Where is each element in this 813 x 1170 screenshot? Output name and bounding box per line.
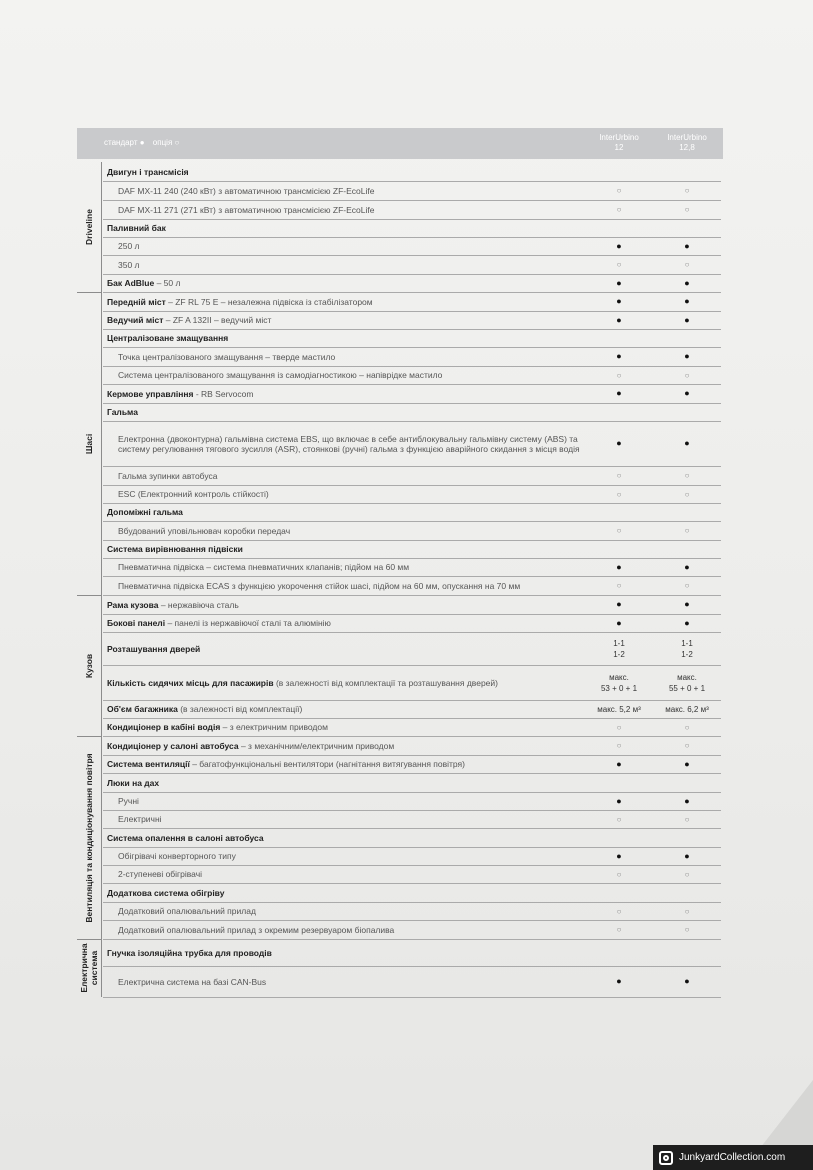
spec-label xyxy=(103,526,290,536)
spec-row xyxy=(103,558,721,577)
group-column xyxy=(77,292,102,595)
spec-label-text: – багатофункціональні вентилятори (нагнітання витягування повітря) xyxy=(189,759,465,769)
option-circle-icon: ○ xyxy=(684,869,690,879)
standard-dot-icon: ● xyxy=(684,850,690,861)
option-circle-icon: ○ xyxy=(684,814,690,824)
spec-label xyxy=(103,297,373,307)
spec-label-text: – панелі із нержавіючої сталі та алюмінію xyxy=(165,618,331,628)
standard-dot-icon: ● xyxy=(616,351,622,361)
spec-row xyxy=(103,466,721,486)
group-divider xyxy=(77,939,101,940)
spec-label-text: Пневматична підвіска ECAS з функцією укорочення стійок шасі, підйом на 60 мм, опускання на 70 мм xyxy=(118,580,521,591)
spec-label xyxy=(103,315,271,325)
standard-dot-icon: ● xyxy=(684,277,690,288)
standard-dot-icon: ● xyxy=(616,795,622,806)
spec-row xyxy=(103,847,721,866)
spec-value: 1-1 1-2 xyxy=(613,638,625,659)
option-circle-icon: ○ xyxy=(616,186,622,195)
spec-label-text: Точка централізованого змащування – тверде мастило xyxy=(118,351,336,362)
spec-label xyxy=(103,644,200,654)
spec-value: 1-1 1-2 xyxy=(681,638,693,659)
section-heading-row xyxy=(103,773,721,793)
option-circle-icon: ○ xyxy=(616,370,622,380)
spec-label xyxy=(103,223,166,233)
spec-label-text: 250 л xyxy=(118,241,140,251)
spec-row xyxy=(103,700,721,719)
standard-dot-icon: ● xyxy=(684,976,690,986)
spec-label xyxy=(103,186,375,196)
spec-value: макс. 53 + 0 + 1 xyxy=(600,672,638,693)
legend xyxy=(104,138,185,147)
standard-dot-icon: ● xyxy=(616,240,622,251)
option-circle-icon: ○ xyxy=(684,205,690,214)
spec-label-bold: Гнучка ізоляційна трубка для проводів xyxy=(107,947,272,958)
standard-dot-icon: ● xyxy=(616,314,622,325)
spec-label xyxy=(103,507,183,517)
group-label: Вентиляція та кондиціонування повітря xyxy=(84,752,94,923)
spec-label-bold: Люки на дах xyxy=(107,777,160,788)
standard-dot-icon: ● xyxy=(616,388,622,398)
standard-dot-icon: ● xyxy=(684,388,690,398)
spec-label xyxy=(103,948,272,958)
spec-label xyxy=(103,260,140,270)
section-heading-row xyxy=(103,219,721,238)
option-circle-icon: ○ xyxy=(684,722,690,732)
spec-label-text: DAF MX-11 240 (240 кВт) з автоматичною трансмісією ZF-EcoLife xyxy=(118,185,375,196)
spec-label-text: – 50 л xyxy=(154,278,181,288)
spec-label-text: Додатковий опалювальний прилад з окремим резервуаром біопалива xyxy=(118,924,395,935)
spec-label-text: Гальма зупинки автобуса xyxy=(118,470,218,481)
standard-dot-icon: ● xyxy=(684,758,690,769)
spec-label xyxy=(103,741,394,751)
spec-row xyxy=(103,595,721,615)
spec-label-bold: Система вирівнювання підвіски xyxy=(107,544,243,554)
spec-label-text: Електронна (двоконтурна) гальмівна система EBS, що включає в себе антиблокувальну гальмівну систему (ABS) та систему регулювання тягового зусилля (ASR), стоянкові (ручні) гальма з функцією аварійного скидання з місця водія xyxy=(118,433,580,454)
standard-dot-icon: ● xyxy=(616,758,622,769)
legend-standard: стандарт ● xyxy=(104,138,145,147)
option-circle-icon: ○ xyxy=(684,186,690,195)
group-column xyxy=(77,939,102,997)
spec-label xyxy=(103,278,180,288)
spec-label-text: Електричні xyxy=(118,814,162,824)
spec-label xyxy=(103,618,331,628)
spec-label-text: – нержавіюча сталь xyxy=(158,599,239,610)
spec-label-bold: Кермове управління xyxy=(107,388,194,399)
spec-value: макс. 6,2 м³ xyxy=(665,704,709,714)
spec-row xyxy=(103,292,721,312)
spec-label xyxy=(103,167,189,177)
spec-label-text: – ZF RL 75 E – незалежна підвіска із стабілізатором xyxy=(165,296,373,307)
spec-label-bold: Кондиціонер в кабіні водія xyxy=(107,722,221,732)
spec-label-bold: Допоміжні гальма xyxy=(107,507,183,517)
spec-label-bold: Гальма xyxy=(107,407,138,417)
spec-label-bold: Кількість сидячих місць для пасажирів xyxy=(107,677,274,688)
spec-label-bold: Двигун і трансмісія xyxy=(107,166,189,177)
group-divider xyxy=(77,292,101,293)
option-circle-icon: ○ xyxy=(616,205,622,214)
option-circle-icon: ○ xyxy=(684,741,690,750)
spec-value: макс. 55 + 0 + 1 xyxy=(668,672,706,693)
spec-row xyxy=(103,755,721,774)
spec-label-text: Електрична система на базі CAN-Bus xyxy=(118,976,267,987)
spec-label-bold: Об'єм багажника xyxy=(107,704,178,714)
spec-label-bold: Бокові панелі xyxy=(107,618,166,628)
spec-label-text: 350 л xyxy=(118,259,140,270)
spec-label xyxy=(103,778,159,788)
legend-option: опція ○ xyxy=(152,138,180,147)
spec-row xyxy=(103,718,721,737)
camera-logo-icon xyxy=(659,1151,673,1165)
option-circle-icon: ○ xyxy=(616,260,622,269)
spec-label xyxy=(103,489,269,499)
spec-label-bold: Паливний бак xyxy=(107,223,166,233)
spec-label-text: Пневматична підвіска – система пневматичних клапанів; підйом на 60 мм xyxy=(118,562,410,572)
standard-dot-icon: ● xyxy=(616,438,622,448)
spec-row xyxy=(103,576,721,596)
section-heading-row xyxy=(103,939,721,967)
option-circle-icon: ○ xyxy=(616,869,622,879)
column-header-1: InterUrbino 12 xyxy=(599,133,639,152)
spec-row xyxy=(103,274,721,293)
table-header xyxy=(77,128,723,159)
option-circle-icon: ○ xyxy=(616,925,622,934)
standard-dot-icon: ● xyxy=(684,617,690,628)
spec-label-bold: Централізоване змащування xyxy=(107,333,229,343)
option-circle-icon: ○ xyxy=(684,526,690,535)
spec-label-bold: Додаткова система обігріву xyxy=(107,887,225,898)
spec-label xyxy=(103,814,162,824)
spec-label xyxy=(103,977,266,987)
option-circle-icon: ○ xyxy=(684,370,690,380)
spec-label xyxy=(103,581,520,591)
spec-label-text: (в залежності від комплектації) xyxy=(177,704,303,714)
spec-label xyxy=(103,389,253,399)
spec-label-bold: Передній міст xyxy=(107,296,166,307)
spec-label-text: Додатковий опалювальний прилад xyxy=(118,906,256,916)
spec-label-bold: Система опалення в салоні автобуса xyxy=(107,832,264,843)
option-circle-icon: ○ xyxy=(684,260,690,269)
spec-label xyxy=(103,407,138,417)
standard-dot-icon: ● xyxy=(616,599,622,609)
group-column xyxy=(77,162,102,292)
option-circle-icon: ○ xyxy=(684,906,690,916)
spec-label-text: DAF MX-11 271 (271 кВт) з автоматичною трансмісією ZF-EcoLife xyxy=(118,204,375,215)
spec-row xyxy=(103,920,721,940)
spec-label xyxy=(103,333,228,343)
spec-label xyxy=(103,833,264,843)
option-circle-icon: ○ xyxy=(616,526,622,535)
option-circle-icon: ○ xyxy=(684,925,690,934)
spec-row xyxy=(103,792,721,811)
spec-label xyxy=(103,205,375,215)
column-header-2: InterUrbino 12,8 xyxy=(667,133,707,152)
group-divider xyxy=(77,736,101,737)
option-circle-icon: ○ xyxy=(616,741,622,750)
spec-label xyxy=(103,851,236,861)
spec-row xyxy=(103,384,721,404)
spec-label-text: - RB Servocom xyxy=(193,388,254,399)
standard-dot-icon: ● xyxy=(684,296,690,306)
option-circle-icon: ○ xyxy=(616,581,622,590)
spec-label-bold: Рама кузова xyxy=(107,599,159,610)
spec-label xyxy=(103,434,588,454)
spec-label xyxy=(103,471,218,481)
option-circle-icon: ○ xyxy=(616,906,622,916)
spec-row xyxy=(103,614,721,633)
spec-label xyxy=(103,925,394,935)
spec-label-bold: Система вентиляції xyxy=(107,759,190,769)
section-heading-row xyxy=(103,403,721,422)
spec-row xyxy=(103,200,721,220)
option-circle-icon: ○ xyxy=(684,581,690,590)
option-circle-icon: ○ xyxy=(616,722,622,732)
standard-dot-icon: ● xyxy=(684,438,690,448)
spec-label-text: 2-ступеневі обігрівачі xyxy=(118,869,203,879)
spec-label xyxy=(103,869,202,879)
section-heading-row xyxy=(103,162,721,182)
spec-label-text: Обігрівачі конверторного типу xyxy=(118,851,236,861)
group-label: Електрична система xyxy=(79,943,99,993)
section-heading-row xyxy=(103,503,721,522)
section-heading-row xyxy=(103,329,721,348)
spec-label-bold: Кондиціонер у салоні автобуса xyxy=(107,740,239,751)
spec-label-text: (в залежності від комплектації та розташування дверей) xyxy=(273,677,498,688)
standard-dot-icon: ● xyxy=(616,850,622,861)
group-column xyxy=(77,595,102,736)
option-circle-icon: ○ xyxy=(684,489,690,499)
section-heading-row xyxy=(103,828,721,848)
spec-row xyxy=(103,902,721,921)
group-label: Шасі xyxy=(84,433,94,454)
spec-row xyxy=(103,311,721,330)
standard-dot-icon: ● xyxy=(616,617,622,628)
group-column xyxy=(77,736,102,939)
standard-dot-icon: ● xyxy=(616,976,622,986)
standard-dot-icon: ● xyxy=(684,561,690,572)
spec-row xyxy=(103,665,721,701)
spec-row xyxy=(103,421,721,467)
spec-row xyxy=(103,966,721,998)
spec-label-bold: Розташування дверей xyxy=(107,643,201,654)
spec-label-text: – ZF A 132II – ведучий міст xyxy=(163,315,272,325)
standard-dot-icon: ● xyxy=(616,561,622,572)
spec-label xyxy=(103,544,243,554)
spec-label-text: ESC (Електронний контроль стійкості) xyxy=(118,489,269,499)
spec-label xyxy=(103,704,302,714)
spec-label xyxy=(103,352,335,362)
option-circle-icon: ○ xyxy=(616,471,622,480)
section-heading-row xyxy=(103,883,721,903)
group-label: Driveline xyxy=(84,209,94,245)
spec-label-text: – з електричним приводом xyxy=(220,722,328,732)
standard-dot-icon: ● xyxy=(684,314,690,325)
standard-dot-icon: ● xyxy=(684,240,690,251)
spec-row xyxy=(103,865,721,884)
standard-dot-icon: ● xyxy=(684,599,690,609)
spec-row xyxy=(103,181,721,201)
spec-label xyxy=(103,600,239,610)
spec-row xyxy=(103,521,721,541)
option-circle-icon: ○ xyxy=(616,489,622,499)
spec-label-bold: Ведучий міст xyxy=(107,315,164,325)
option-circle-icon: ○ xyxy=(684,471,690,480)
spec-label xyxy=(103,678,498,688)
spec-label-bold: Бак AdBlue xyxy=(107,278,155,288)
spec-row xyxy=(103,237,721,256)
standard-dot-icon: ● xyxy=(684,351,690,361)
spec-label xyxy=(103,241,140,251)
spec-value: макс. 5,2 м³ xyxy=(597,704,641,714)
standard-dot-icon: ● xyxy=(684,795,690,806)
spec-row xyxy=(103,810,721,829)
spec-label xyxy=(103,888,224,898)
standard-dot-icon: ● xyxy=(616,296,622,306)
spec-label-text: Система централізованого змащування із самодіагностикою – напіврідке мастило xyxy=(118,370,443,380)
spec-row xyxy=(103,347,721,367)
spec-label xyxy=(103,370,442,380)
spec-row xyxy=(103,485,721,504)
standard-dot-icon: ● xyxy=(616,277,622,288)
spec-label xyxy=(103,906,256,916)
spec-row xyxy=(103,736,721,756)
spec-label-text: Ручні xyxy=(118,796,139,806)
watermark: JunkyardCollection.com xyxy=(653,1145,813,1170)
option-circle-icon: ○ xyxy=(616,814,622,824)
spec-row xyxy=(103,366,721,385)
spec-label xyxy=(103,722,328,732)
spec-label xyxy=(103,759,465,769)
spec-label-text: Вбудований уповільнювач коробки передач xyxy=(118,525,291,536)
spec-label-text: – з механічним/електричним приводом xyxy=(238,740,395,751)
spec-label xyxy=(103,796,139,806)
group-label: Кузов xyxy=(84,653,94,678)
group-divider xyxy=(77,595,101,596)
spec-label xyxy=(103,562,409,572)
section-heading-row xyxy=(103,540,721,559)
spec-row xyxy=(103,632,721,666)
spec-row xyxy=(103,255,721,275)
